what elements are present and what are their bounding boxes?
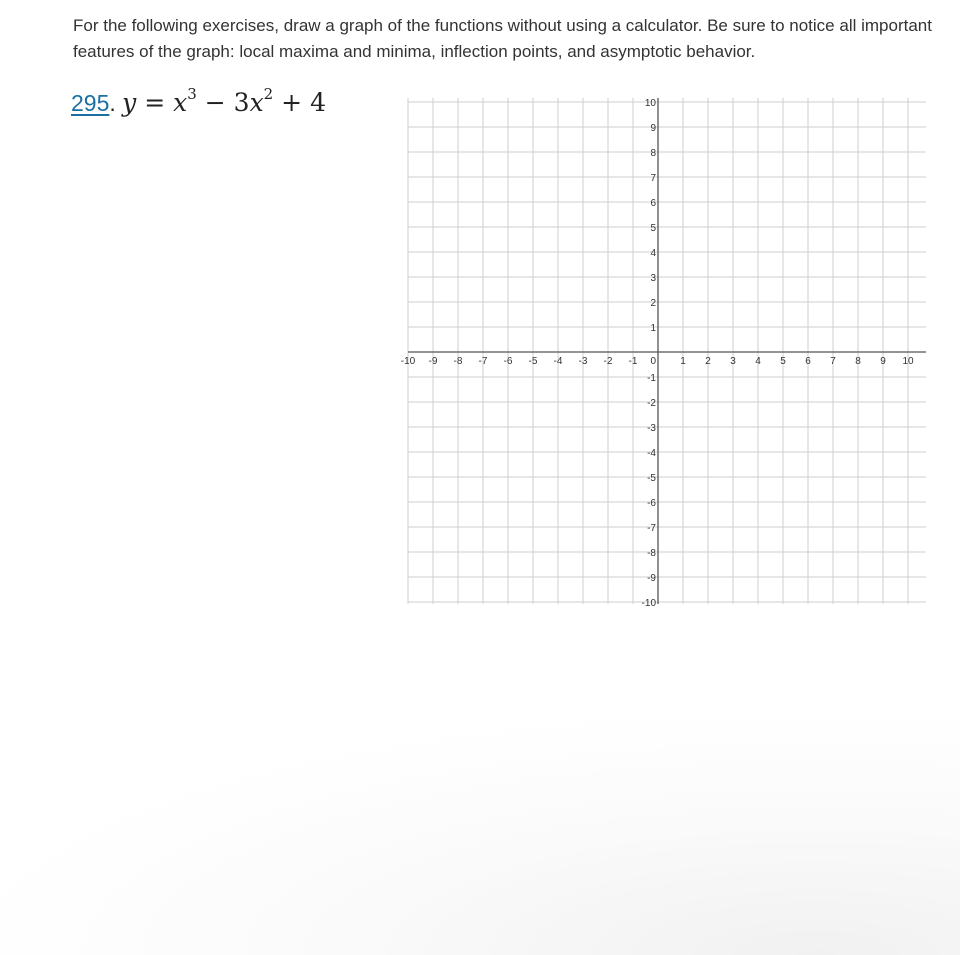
coordinate-grid[interactable] [400, 90, 930, 615]
origin-label: 0 [650, 356, 656, 367]
eq-exponent-2: 2 [263, 85, 274, 103]
y-tick-label: 2 [650, 298, 656, 309]
y-tick-label: -9 [647, 573, 656, 584]
y-tick-label: -8 [647, 548, 656, 559]
y-tick-label: -2 [647, 398, 656, 409]
x-tick-label: -7 [478, 356, 488, 367]
x-tick-label: 9 [880, 356, 886, 367]
eq-equals: = [144, 88, 166, 117]
y-tick-label: -5 [647, 473, 656, 484]
y-tick-label: -4 [647, 448, 656, 459]
exercise-number-link[interactable]: 295 [71, 90, 110, 116]
y-tick-label: -1 [647, 373, 656, 384]
y-tick-label: -3 [647, 423, 656, 434]
x-tick-label: 7 [830, 356, 836, 367]
eq-minus: − [204, 88, 226, 117]
x-tick-label: 3 [730, 356, 736, 367]
x-tick-label: 6 [805, 356, 811, 367]
eq-coefficient: 3 [233, 88, 250, 117]
y-tick-label: 4 [650, 248, 656, 259]
y-tick-label: 7 [650, 173, 656, 184]
x-tick-label: -3 [578, 356, 588, 367]
eq-constant: 4 [310, 88, 326, 117]
y-tick-label: 3 [650, 273, 656, 284]
x-tick-label: -5 [528, 356, 538, 367]
x-tick-label: 8 [855, 356, 861, 367]
x-tick-label: 2 [705, 356, 711, 367]
y-tick-label: 5 [650, 223, 656, 234]
x-tick-label: 1 [680, 356, 686, 367]
x-tick-label: -9 [428, 356, 438, 367]
y-tick-label: 9 [650, 123, 656, 134]
eq-exponent-1: 3 [187, 85, 197, 103]
y-tick-label: 1 [650, 323, 656, 334]
x-tick-label: -8 [453, 356, 463, 367]
eq-plus: + [281, 88, 303, 117]
background-shade [0, 720, 960, 955]
exercise-separator: . [109, 90, 116, 116]
x-tick-label: -10 [400, 356, 416, 367]
x-tick-label: -2 [603, 356, 613, 367]
x-tick-label: -6 [503, 356, 513, 367]
eq-var-2: x [249, 88, 264, 117]
y-tick-label: 8 [650, 148, 656, 159]
y-tick-label: 10 [644, 98, 656, 109]
y-tick-label: 6 [650, 198, 656, 209]
exercise-295 [71, 85, 326, 117]
x-tick-label: -1 [628, 356, 638, 367]
eq-lhs: y [122, 88, 137, 117]
x-tick-label: 10 [902, 356, 914, 367]
instructions-text: For the following exercises, draw a graph of the functions without using a calculator. Be sure to notice all important features of the graph: local maxima and minima, inflection points, and asymptotic behavior. [73, 16, 932, 61]
y-tick-label: -7 [647, 523, 656, 534]
y-tick-label: -10 [641, 598, 656, 609]
y-tick-label: -6 [647, 498, 656, 509]
function-equation [122, 85, 326, 117]
x-tick-label: 4 [755, 356, 761, 367]
x-tick-label: -4 [553, 356, 563, 367]
x-tick-label: 5 [780, 356, 786, 367]
eq-var-1: x [173, 88, 188, 117]
